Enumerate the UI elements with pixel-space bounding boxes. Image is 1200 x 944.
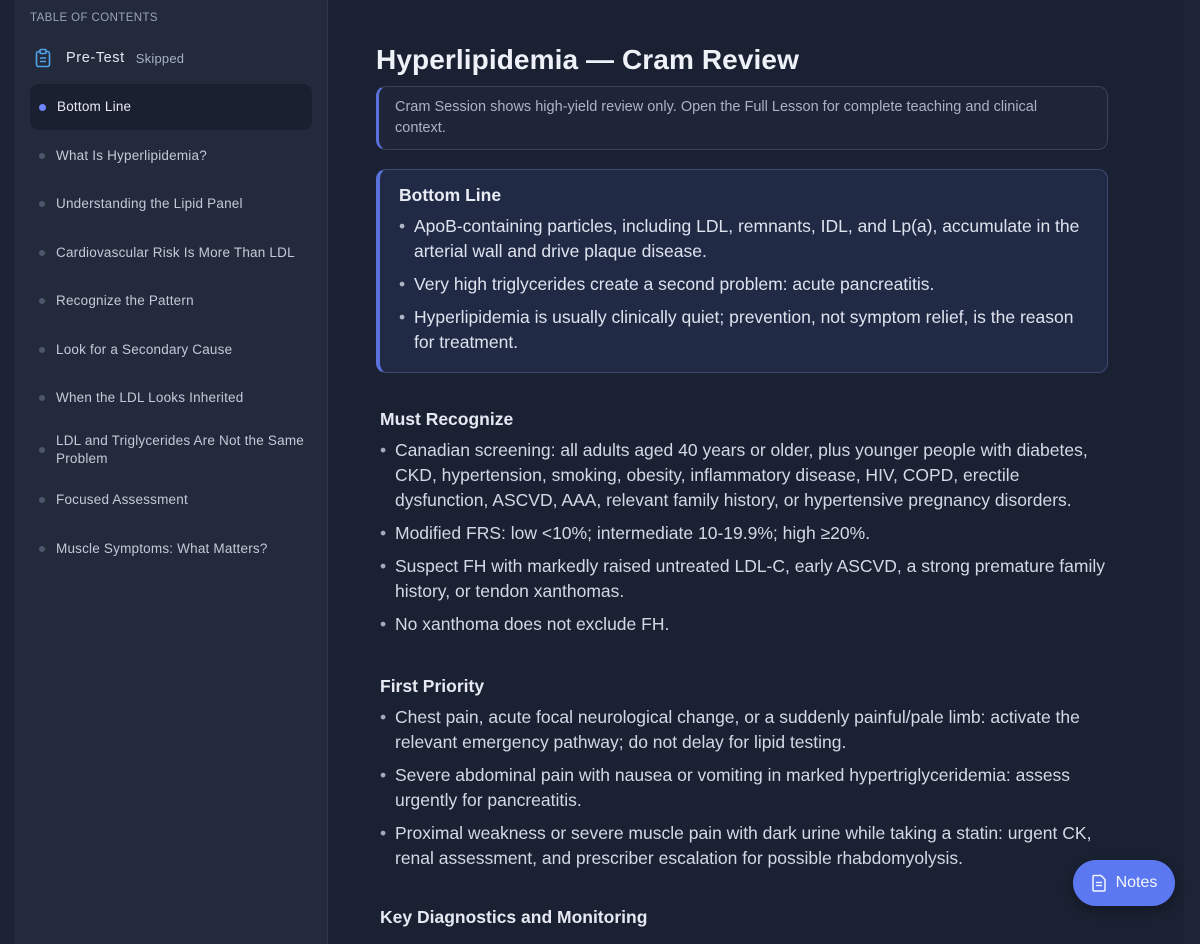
cram-info-callout: Cram Session shows high-yield review only. Open the Full Lesson for complete teaching and clinical context. xyxy=(376,86,1108,150)
must-recognize-list xyxy=(380,438,1108,637)
toc-item-cardiovascular-risk[interactable] xyxy=(30,239,312,267)
key-diagnostics-section xyxy=(380,907,1108,936)
bullet-dot-icon xyxy=(39,447,45,453)
key-diagnostics-heading: Key Diagnostics and Monitoring xyxy=(380,907,648,927)
must-recognize-section xyxy=(380,409,1108,645)
window-edge-right xyxy=(1184,0,1200,944)
toc-item-label: Understanding the Lipid Panel xyxy=(56,196,243,211)
bullet-dot-icon xyxy=(39,153,45,159)
first-priority-section xyxy=(380,676,1108,879)
bullet-dot-icon xyxy=(39,395,45,401)
toc-item-label: Muscle Symptoms: What Matters? xyxy=(56,541,268,556)
toc-item-label: Bottom Line xyxy=(57,99,132,114)
bullet-dot-icon xyxy=(39,250,45,256)
table-of-contents-sidebar xyxy=(14,0,328,944)
toc-item-bottom-line[interactable] xyxy=(30,84,312,130)
toc-item-label: Look for a Secondary Cause xyxy=(56,342,233,357)
must-recognize-heading: Must Recognize xyxy=(380,409,514,429)
list-item: • Canadian screening: all adults aged 40 years or older, plus younger people with diabetes, CKD, hypertension, smoking, obesity, inflammatory disease, HIV, COPD, erectile dysfunction, ASCVD, AAA, relevant family history, or hypertensive pregnancy disorders. xyxy=(380,438,1108,513)
toc-item-understanding-lipid-panel[interactable] xyxy=(30,190,312,218)
notes-button-label: Notes xyxy=(1115,874,1158,891)
toc-item-what-is-hyperlipidemia[interactable] xyxy=(30,142,312,170)
page-title: Hyperlipidemia — Cram Review xyxy=(376,44,799,75)
bottom-line-card xyxy=(376,169,1108,373)
bottom-line-list xyxy=(399,214,1087,355)
pretest-status: Skipped xyxy=(135,50,185,66)
list-item: • Severe abdominal pain with nausea or vomiting in marked hypertriglyceridemia: assess urgently for pancreatitis. xyxy=(380,763,1108,813)
list-item: • Hyperlipidemia is usually clinically quiet; prevention, not symptom relief, is the reason for treatment. xyxy=(399,305,1087,355)
bottom-line-heading: Bottom Line xyxy=(399,185,502,205)
list-item: • Chest pain, acute focal neurological change, or a suddenly painful/pale limb: activate the relevant emergency pathway; do not delay for lipid testing. xyxy=(380,705,1108,755)
window-edge-left xyxy=(0,0,14,944)
notes-button[interactable] xyxy=(1073,860,1175,906)
bullet-dot-icon xyxy=(39,497,45,503)
toc-item-muscle-symptoms[interactable] xyxy=(30,535,312,563)
toc-item-ldl-and-triglycerides[interactable] xyxy=(30,430,312,470)
bullet-dot-icon xyxy=(39,201,45,207)
toc-item-label: LDL and Triglycerides Are Not the Same Problem xyxy=(56,433,304,466)
bullet-dot-icon xyxy=(39,546,45,552)
pretest-label: Pre-Test xyxy=(66,50,125,66)
toc-item-recognize-the-pattern[interactable] xyxy=(30,287,312,315)
toc-item-label: Focused Assessment xyxy=(56,492,188,507)
first-priority-heading: First Priority xyxy=(380,676,485,696)
toc-item-label: When the LDL Looks Inherited xyxy=(56,390,244,405)
list-item: • Modified FRS: low <10%; intermediate 10-19.9%; high ≥20%. xyxy=(380,521,1108,546)
toc-title: TABLE OF CONTENTS xyxy=(30,12,158,24)
bullet-dot-icon xyxy=(39,347,45,353)
pretest-item[interactable] xyxy=(34,44,184,72)
toc-item-focused-assessment[interactable] xyxy=(30,486,312,514)
toc-item-ldl-inherited[interactable] xyxy=(30,384,312,412)
clipboard-icon xyxy=(34,48,60,68)
first-priority-list xyxy=(380,705,1108,871)
toc-item-secondary-cause[interactable] xyxy=(30,336,312,364)
lesson-content xyxy=(330,0,1184,944)
toc-item-label: Cardiovascular Risk Is More Than LDL xyxy=(56,245,295,260)
toc-item-label: What Is Hyperlipidemia? xyxy=(56,148,207,163)
toc-item-label: Recognize the Pattern xyxy=(56,293,194,308)
list-item: • No xanthoma does not exclude FH. xyxy=(380,612,1108,637)
list-item: • ApoB-containing particles, including LDL, remnants, IDL, and Lp(a), accumulate in the arterial wall and drive plaque disease. xyxy=(399,214,1087,264)
active-dot-icon xyxy=(39,104,46,111)
list-item: • Very high triglycerides create a second problem: acute pancreatitis. xyxy=(399,272,1087,297)
list-item: • Proximal weakness or severe muscle pain with dark urine while taking a statin: urgent CK, renal assessment, and prescriber escalation for possible rhabdomyolysis. xyxy=(380,821,1108,871)
notes-icon xyxy=(1091,874,1107,892)
bullet-dot-icon xyxy=(39,298,45,304)
list-item: • Suspect FH with markedly raised untreated LDL-C, early ASCVD, a strong premature family history, or tendon xanthomas. xyxy=(380,554,1108,604)
